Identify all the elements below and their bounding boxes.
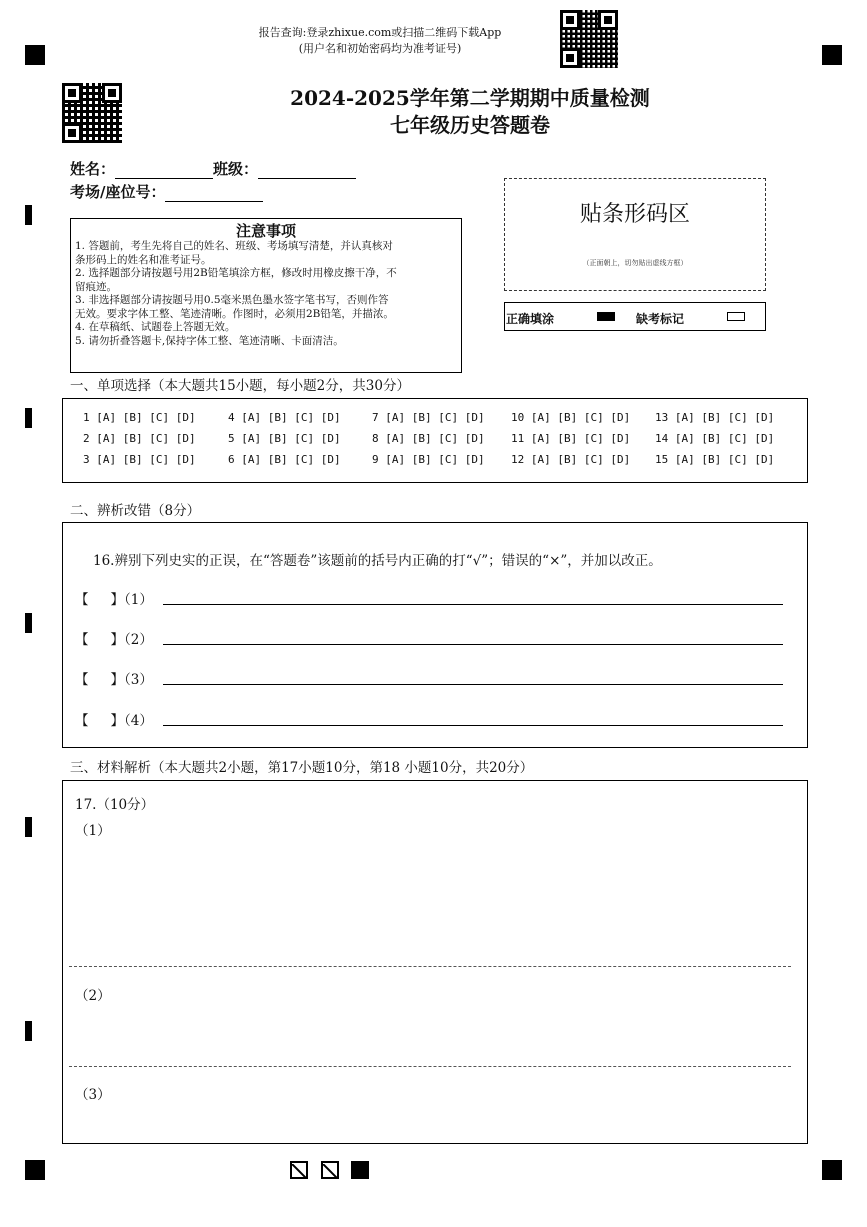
mc-item-5[interactable]: 5 [A] [B] [C] [D]	[228, 432, 341, 445]
section2-title: 二、辨析改错（8分）	[70, 503, 201, 519]
side-mark	[25, 1021, 32, 1041]
side-mark	[25, 205, 32, 225]
mc-item-10[interactable]: 10 [A] [B] [C] [D]	[511, 411, 631, 424]
q17-answer-area-2[interactable]	[63, 1003, 807, 1065]
q16-row-1	[75, 588, 153, 608]
corner-mark-bottom-right	[822, 1160, 842, 1180]
notice-line: 留痕迹。	[75, 280, 117, 293]
name-class-row	[70, 158, 356, 179]
q17-part-1-label: （1）	[75, 823, 111, 839]
q16-row-2	[75, 628, 153, 648]
barcode-area[interactable]	[504, 178, 766, 291]
q17-answer-area-3[interactable]	[63, 1101, 807, 1143]
answer-line-4[interactable]	[163, 725, 783, 726]
q16-part-label: （3）	[124, 672, 153, 688]
mc-item-9[interactable]: 9 [A] [B] [C] [D]	[372, 453, 485, 466]
bracket-close: 】	[110, 632, 124, 648]
notice-line: 无效。要求字体工整、笔迹清晰。作图时，必须用2B铅笔，并描浓。	[75, 307, 394, 320]
mc-item-6[interactable]: 6 [A] [B] [C] [D]	[228, 453, 341, 466]
page-mark-slashed	[321, 1161, 339, 1179]
notice-line: 条形码上的姓名和准考证号。	[75, 253, 212, 266]
bracket-open: 【	[75, 592, 89, 608]
seat-label: 考场/座位号：	[70, 183, 166, 201]
bracket-close: 】	[110, 713, 124, 729]
notice-line: 2. 选择题部分请按题号用2B铅笔填涂方框，修改时用橡皮擦干净，不	[75, 267, 397, 279]
bracket-close: 】	[110, 672, 124, 688]
bracket-close: 】	[110, 592, 124, 608]
header-note	[230, 25, 530, 57]
seat-row	[70, 181, 263, 202]
mc-item-4[interactable]: 4 [A] [B] [C] [D]	[228, 411, 341, 424]
answer-line-2[interactable]	[163, 644, 783, 645]
side-mark	[25, 408, 32, 428]
barcode-area-note: （正面朝上，切勿贴出虚线方框）	[582, 259, 688, 267]
seat-field[interactable]	[165, 185, 263, 202]
answer-line-1[interactable]	[163, 604, 783, 605]
name-field[interactable]	[115, 162, 213, 179]
page-mark-filled	[351, 1161, 369, 1179]
corner-mark-top-right	[822, 45, 842, 65]
q17-part-3-label: （3）	[75, 1087, 111, 1103]
barcode-area-title: 贴条形码区	[579, 202, 690, 227]
bracket-open: 【	[75, 632, 89, 648]
title-line1: 2024-2025学年第二学期期中质量检测	[290, 86, 650, 110]
mc-item-1[interactable]: 1 [A] [B] [C] [D]	[83, 411, 196, 424]
correct-fill-label: 正确填涂	[506, 312, 555, 326]
q16-row-3	[75, 668, 153, 688]
qr-code-download[interactable]	[560, 10, 618, 68]
side-mark	[25, 613, 32, 633]
page-title	[220, 85, 720, 139]
absent-mark-box[interactable]	[727, 312, 745, 321]
fill-example	[504, 302, 766, 331]
qr-code-student	[62, 83, 122, 143]
class-label: 班级：	[213, 160, 259, 178]
notice-title: 注意事项	[235, 222, 296, 240]
q16-part-label: （4）	[124, 713, 153, 729]
header-note-line1: 报告查询:登录zhixue.com或扫描二维码下载App	[258, 26, 502, 39]
mc-item-3[interactable]: 3 [A] [B] [C] [D]	[83, 453, 196, 466]
correct-fill-sample	[597, 312, 615, 321]
q17-part-2-label: （2）	[75, 988, 111, 1004]
q17-answer-area-1[interactable]	[63, 837, 807, 965]
mc-item-14[interactable]: 14 [A] [B] [C] [D]	[655, 432, 775, 445]
section2-box	[62, 522, 808, 748]
notice-line: 4. 在草稿纸、试题卷上答题无效。	[75, 321, 236, 333]
mc-item-11[interactable]: 11 [A] [B] [C] [D]	[511, 432, 631, 445]
corner-mark-top-left	[25, 45, 45, 65]
divider-dashed	[69, 1066, 791, 1067]
mc-item-8[interactable]: 8 [A] [B] [C] [D]	[372, 432, 485, 445]
bracket-open: 【	[75, 672, 89, 688]
mc-answer-box	[62, 398, 808, 483]
answer-line-3[interactable]	[163, 684, 783, 685]
absent-mark-label: 缺考标记	[636, 312, 685, 326]
mc-item-13[interactable]: 13 [A] [B] [C] [D]	[655, 411, 775, 424]
notice-line: 3. 非选择题部分请按题号用0.5毫米黑色墨水签字笔书写，否则作答	[75, 294, 389, 306]
q16-prompt: 16.辨别下列史实的正误，在“答题卷”该题前的括号内正确的打“√”；错误的“×”，并加以改正。	[93, 553, 662, 569]
section3-title: 三、材料解析（本大题共2小题，第17小题10分，第18 小题10分，共20分）	[70, 760, 534, 776]
notice-line: 5. 请勿折叠答题卡,保持字体工整、笔迹清晰、卡面清洁。	[75, 334, 344, 347]
section3-box	[62, 780, 808, 1144]
mc-item-12[interactable]: 12 [A] [B] [C] [D]	[511, 453, 631, 466]
title-line2: 七年级历史答题卷	[390, 113, 550, 137]
corner-mark-bottom-left	[25, 1160, 45, 1180]
q16-row-4	[75, 709, 153, 729]
q16-part-label: （2）	[124, 632, 153, 648]
divider-dashed	[69, 966, 791, 967]
section1-title: 一、单项选择（本大题共15小题，每小题2分，共30分）	[70, 378, 410, 394]
bracket-open: 【	[75, 713, 89, 729]
mc-item-15[interactable]: 15 [A] [B] [C] [D]	[655, 453, 775, 466]
page-mark-slashed	[290, 1161, 308, 1179]
class-field[interactable]	[258, 162, 356, 179]
mc-item-7[interactable]: 7 [A] [B] [C] [D]	[372, 411, 485, 424]
notice-line: 1. 答题前，考生先将自己的姓名、班级、考场填写清楚，并认真核对	[75, 240, 393, 252]
side-mark	[25, 817, 32, 837]
mc-item-2[interactable]: 2 [A] [B] [C] [D]	[83, 432, 196, 445]
header-note-line2: (用户名和初始密码均为准考证号)	[298, 42, 462, 55]
q17-label: 17.（10分）	[75, 797, 155, 813]
q16-part-label: （1）	[124, 592, 153, 608]
name-label: 姓名：	[70, 160, 116, 178]
notice-box	[70, 218, 462, 373]
